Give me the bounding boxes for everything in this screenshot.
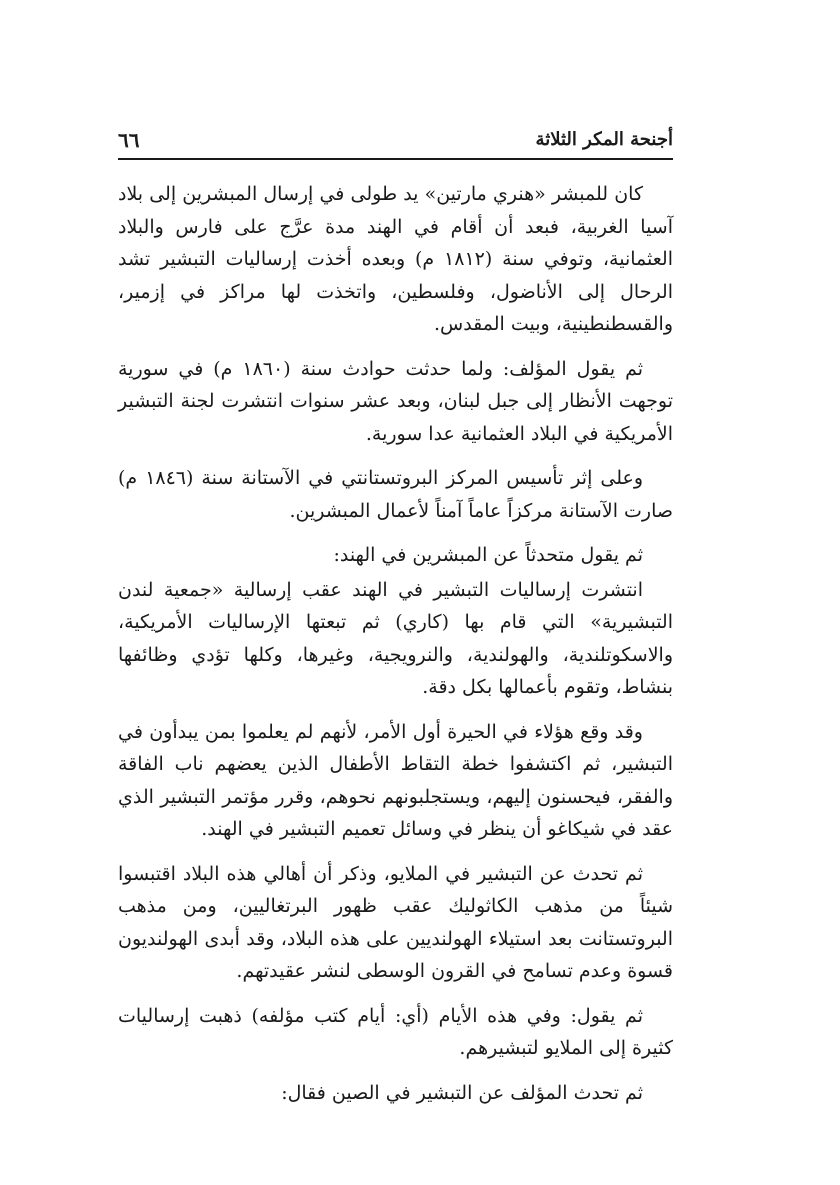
header-rule [118,158,673,160]
book-title: أجنحة المكر الثلاثة [535,129,673,150]
paragraph: وقد وقع هؤلاء في الحيرة أول الأمر، لأنهم لم يعلموا بمن يبدأون في التبشير، ثم اكتشفوا خطة التقاط الأطفال الذين يعضهم ناب الفاقة والفقر، فيحسنون إليهم، ويستجلبونهم نحوهم، وقرر مؤتمر التبشير الذي عقد في شيكاغو أن ينظر في وسائل تعميم التبشير في الهند. [118,720,673,840]
page-number: ٦٦ [118,128,140,152]
running-header [118,128,673,154]
paragraph: وعلى إثر تأسيس المركز البروتستانتي في الآستانة سنة (١٨٤٦ م) صارت الآستانة مركزاً عاماً آمناً لأعمال المبشرين. [118,467,673,522]
paragraph: ثم تحدث المؤلف عن التبشير في الصين فقال: [281,1081,643,1104]
paragraph: كان للمبشر «هنري مارتين» يد طولى في إرسال المبشرين إلى بلاد آسيا الغربية، فبعد أن أقام في الهند مدة عرَّج على فارس والبلاد العثمانية، وتوفي سنة (١٨١٢ م) وبعده أخذت إرساليات التبشير تشد الرحال إلى الأناضول، وفلسطين، واتخذت لها مراكز في إزمير، والقسطنطينية، وبيت المقدس. [118,183,673,335]
paragraph: ثم يقول: وفي هذه الأيام (أي: أيام كتب مؤلفه) ذهبت إرساليات كثيرة إلى الملايو لتبشيرهم. [118,1004,673,1059]
body-text [118,178,673,1121]
paragraph: ثم يقول المؤلف: ولما حدثت حوادث سنة (١٨٦٠ م) في سورية توجهت الأنظار إلى جبل لبنان، وبعد عشر سنوات انتشرت لجنة التبشير الأمريكية في البلاد العثمانية عدا سورية. [118,357,673,445]
paragraph: ثم تحدث عن التبشير في الملايو، وذكر أن أهالي هذه البلاد اقتبسوا شيئاً من مذهب الكاثوليك عقب ظهور البرتغاليين، ومن مذهب البروتستانت بعد استيلاء الهولنديين على هذه البلاد، وقد أبدى الهولنديون قسوة وعدم تسامح في القرون الوسطى لنشر عقيدتهم. [118,862,673,982]
paragraph: انتشرت إرساليات التبشير في الهند عقب إرسالية «جمعية لندن التبشيرية» التي قام بها (كاري) ثم تبعتها الإرساليات الأمريكية، والاسكوتلندية، والهولندية، والنرويجية، وغيرها، وكلها تؤدي وظائفها بنشاط، وتقوم بأعمالها بكل دقة. [118,578,673,698]
paragraph: ثم يقول متحدثاً عن المبشرين في الهند: [333,544,643,566]
